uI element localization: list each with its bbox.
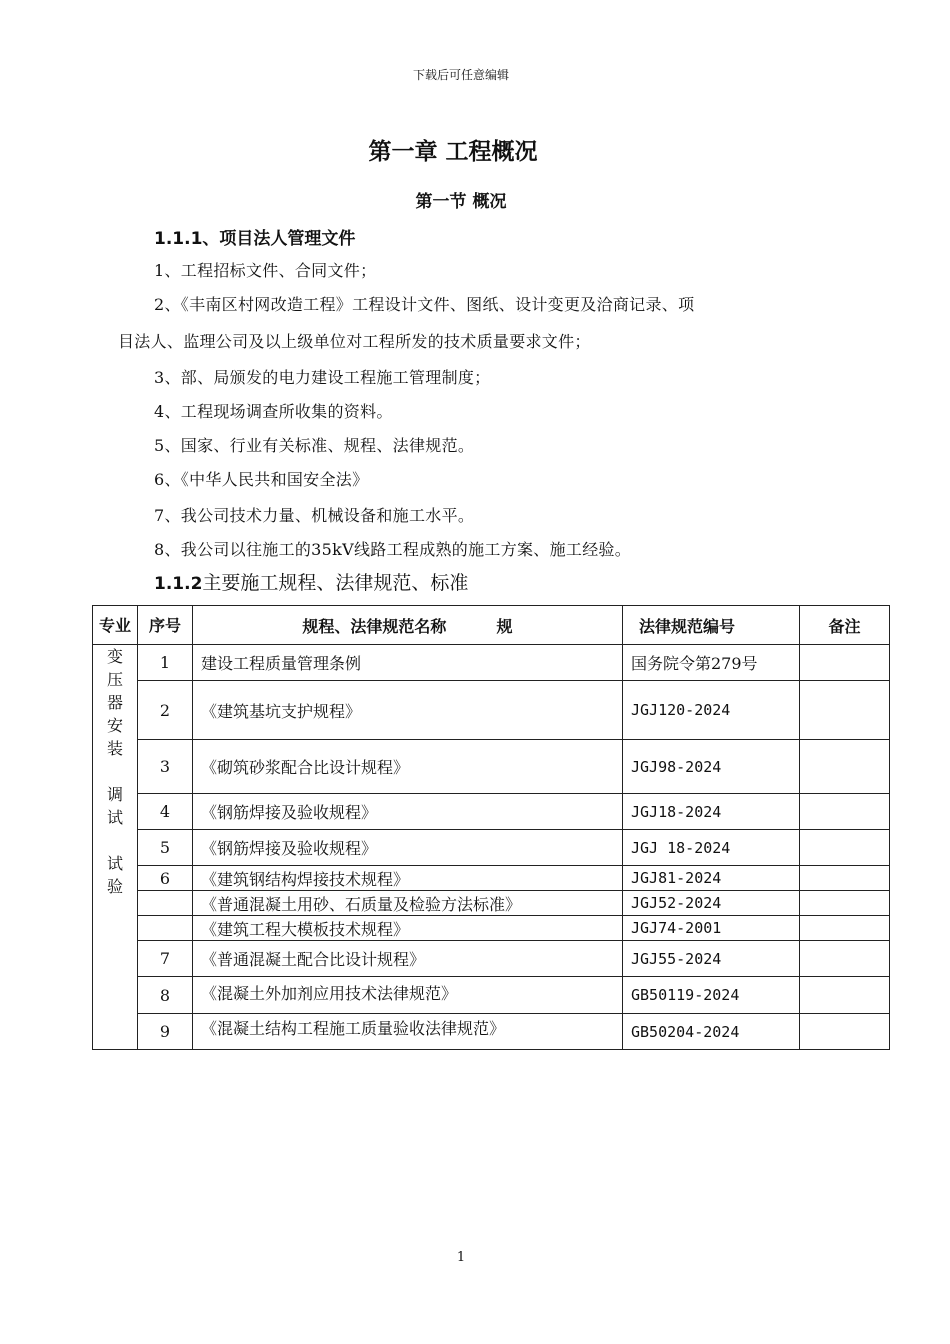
table-row (93, 916, 890, 941)
list-item-continuation: 目法人、监理公司及以上级单位对工程所发的技术质量要求文件； (118, 332, 591, 351)
col-header-seq: 序号 (138, 606, 193, 645)
row-name: 《钢筋焊接及验收规程》 (193, 794, 623, 830)
standards-table (92, 605, 890, 1050)
category-cell (93, 645, 138, 1050)
category-char: 器 (106, 693, 123, 712)
row-code: JGJ81-2024 (623, 866, 800, 891)
row-code: JGJ98-2024 (623, 740, 800, 794)
row-name: 《钢筋焊接及验收规程》 (193, 830, 623, 866)
row-name: 《建筑工程大模板技术规程》 (193, 916, 623, 941)
row-code: GB50119-2024 (623, 977, 800, 1014)
row-seq: 6 (138, 866, 193, 891)
list-item: 6、《中华人民共和国安全法》 (154, 470, 369, 489)
page-header: 下载后可任意编辑 (412, 68, 509, 82)
row-seq: 2 (138, 681, 193, 740)
row-name: 《普通混凝土配合比设计规程》 (193, 941, 623, 977)
table-row (93, 941, 890, 977)
category-char: 压 (106, 670, 123, 689)
row-name: 《混凝土结构工程施工质量验收法律规范》 (193, 1014, 623, 1050)
row-note (800, 794, 890, 830)
row-seq: 1 (138, 645, 193, 681)
category-char (101, 829, 129, 852)
subsection-title-2 (154, 568, 468, 595)
row-name: 《建筑基坑支护规程》 (193, 681, 623, 740)
category-char: 试 (106, 808, 123, 827)
row-note (800, 1014, 890, 1050)
table-row (93, 681, 890, 740)
col-header-note: 备注 (800, 606, 890, 645)
chapter-title: 第一章 工程概况 (368, 139, 538, 165)
row-code: 国务院令第279号 (623, 645, 800, 681)
table-header-row (93, 606, 890, 645)
row-seq: 8 (138, 977, 193, 1014)
row-note (800, 681, 890, 740)
row-name: 《普通混凝土用砂、石质量及检验方法标准》 (193, 891, 623, 916)
subsection-title: 1.1.1、项目法人管理文件 (154, 229, 356, 249)
table-row (93, 1014, 890, 1050)
list-item: 1、工程招标文件、合同文件； (154, 261, 377, 280)
list-item: 7、我公司技术力量、机械设备和施工水平。 (154, 506, 475, 525)
table-row (93, 977, 890, 1014)
category-char: 调 (106, 785, 123, 804)
row-seq: 5 (138, 830, 193, 866)
col-header-name: 规程、法律规范名称 规 (193, 606, 623, 645)
list-item: 4、工程现场调查所收集的资料。 (154, 402, 393, 421)
row-name: 《建筑钢结构焊接技术规程》 (193, 866, 623, 891)
row-note (800, 941, 890, 977)
row-note (800, 891, 890, 916)
row-seq (138, 916, 193, 941)
row-code: JGJ120-2024 (623, 681, 800, 740)
category-char: 验 (106, 877, 123, 896)
page-number: 1 (456, 1250, 466, 1265)
row-seq: 3 (138, 740, 193, 794)
row-seq: 7 (138, 941, 193, 977)
row-name: 《混凝土外加剂应用技术法律规范》 (193, 977, 623, 1014)
list-item: 2、《丰南区村网改造工程》工程设计文件、图纸、设计变更及洽商记录、项 (154, 295, 695, 314)
col-header-major: 专业 (93, 606, 138, 645)
table-row (93, 866, 890, 891)
category-label (101, 645, 129, 898)
table-row (93, 891, 890, 916)
row-code: JGJ18-2024 (623, 794, 800, 830)
subsection-text: 主要施工规程、法律规范、标准 (202, 572, 469, 594)
row-code: JGJ 18-2024 (623, 830, 800, 866)
row-note (800, 830, 890, 866)
list-item: 8、我公司以往施工的35kV线路工程成熟的施工方案、施工经验。 (154, 540, 632, 559)
table-row (93, 830, 890, 866)
list-item: 5、国家、行业有关标准、规程、法律规范。 (154, 436, 475, 455)
row-code: GB50204-2024 (623, 1014, 800, 1050)
row-note (800, 866, 890, 891)
table-row (93, 740, 890, 794)
category-char: 装 (106, 739, 123, 758)
row-name: 《砌筑砂浆配合比设计规程》 (193, 740, 623, 794)
list-item: 3、部、局颁发的电力建设工程施工管理制度； (154, 368, 491, 387)
category-char (101, 760, 129, 783)
row-note (800, 916, 890, 941)
row-seq: 4 (138, 794, 193, 830)
row-code: JGJ74-2001 (623, 916, 800, 941)
row-seq (138, 891, 193, 916)
col-header-code: 法律规范编号 (623, 606, 800, 645)
subsection-number: 1.1.2 (154, 574, 203, 594)
category-char: 安 (106, 716, 123, 735)
row-code: JGJ55-2024 (623, 941, 800, 977)
row-seq: 9 (138, 1014, 193, 1050)
row-note (800, 645, 890, 681)
section-title: 第一节 概况 (415, 192, 507, 212)
table-row (93, 645, 890, 681)
row-name: 建设工程质量管理条例 (193, 645, 623, 681)
category-char: 变 (106, 647, 123, 666)
category-char: 试 (106, 854, 123, 873)
row-note (800, 977, 890, 1014)
table-row (93, 794, 890, 830)
row-code: JGJ52-2024 (623, 891, 800, 916)
row-note (800, 740, 890, 794)
